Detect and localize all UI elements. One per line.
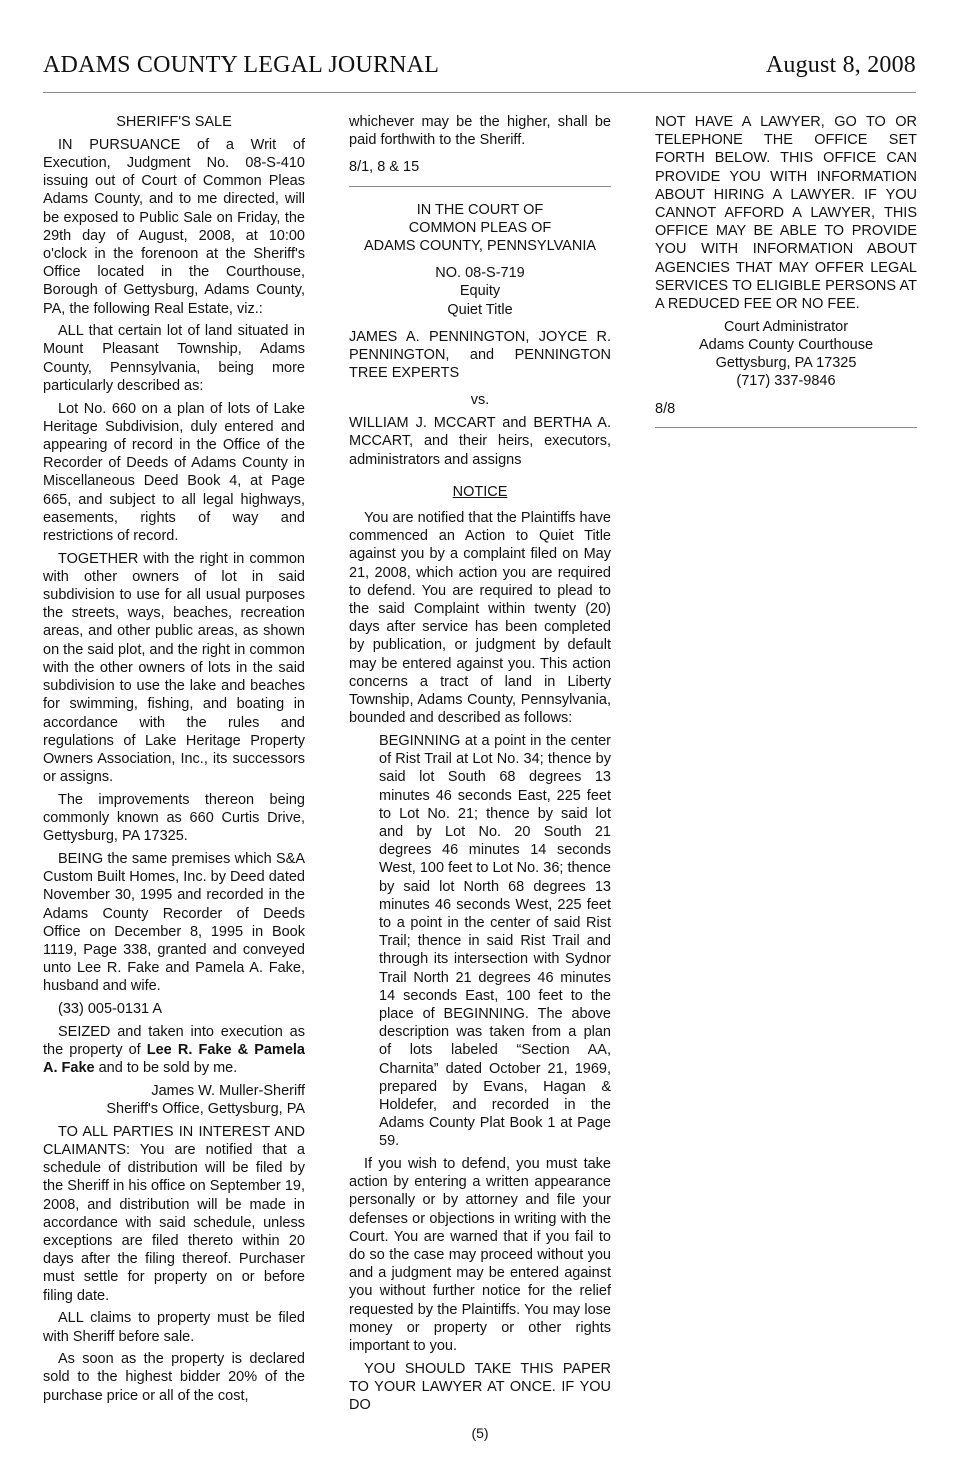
seized-paragraph [43,1023,305,1078]
seized-text: SEIZED and taken into execution as the property of [43,1023,305,1058]
parcel-number: (33) 005-0131 A [58,1001,162,1018]
paragraph: whichever may be the higher, shall be paid forthwith to the Sheriff. [349,114,611,149]
publication-dates: 8/1, 8 & 15 [349,159,420,176]
paragraph: The improvements thereon being commonly known as 660 Curtis Drive, Gettysburg, PA 17325. [43,791,305,845]
paragraph: IN PURSUANCE of a Writ of Execution, Judgment No. 08-S-410 issuing out of Court of Common Pleas Adams County, and to me directed, will be exposed to Public Sale on Friday, the 29th day of August, 2008, at 10:00 o'clock in the forenoon at the Sheriff's Office located in the Courthouse, Borough of Gettysburg, Adams County, PA, the following Real Estate, viz.: [43,136,305,317]
notice-heading [349,483,611,501]
paragraph: If you wish to defend, you must take action by entering a written appearance personally or by attorney and file your defenses or objections in writing with the Court. You are warned that if you fail to do so the case may proceed without you and a judgment may be entered against you without further notice for the relief requested by the Plaintiffs. You may lose money or property or other rights important to you. [349,1156,611,1355]
case-number: NO. 08-S-719 [435,265,525,282]
property-description: BEGINNING at a point in the center of Rist Trail at Lot No. 34; thence by said lot South 68 degrees 13 minutes 46 seconds East, 225 feet to Lot No. 21; thence by said lot and by Lot No. 20 South 21 degrees 46 minutes 14 seconds West, 100 feet to Lot No. 36; thence by said lot North 68 degrees 13 minutes 46 seconds West, 225 feet to a point in the center of said Rist Trail; thence in said Rist Trail and through its intersection with Sydnor Trail North 21 degrees 46 minutes 14 seconds East, 100 feet to the place of BEGINNING. The above description was taken from a plan of lots labeled “Section AA, Charnita” dated October 21, 1969, prepared by Evans, Hagan & Holdefer, and recorded in the Adams County Plat Book 1 at Page 59. [379,732,611,1150]
court-line-1: IN THE COURT OF [416,201,544,218]
publication-date: 8/8 [655,400,676,417]
column-3-notice-continued [655,113,917,442]
masthead [43,52,916,93]
case-type-2: Quiet Title [447,301,513,318]
plaintiffs: JAMES A. PENNINGTON, JOYCE R. PENNINGTON, and PENNINGTON TREE EXPERTS [349,328,611,382]
paragraph: TO ALL PARTIES IN INTEREST AND CLAIMANTS: You are notified that a schedule of distribution will be filed by the Sheriff in his office on September 19, 2008, and distribution will be made in accordance with said schedule, unless exceptions are filed thereto within 20 days after the filing thereof. Purchaser must settle for property on or before filing date. [43,1123,305,1304]
address-line-3: Gettysburg, PA 17325 [715,355,857,372]
defendants: WILLIAM J. MCCART and BERTHA A. MCCART, and their heirs, executors, administrators and assigns [349,415,611,468]
divider [655,427,917,428]
paragraph: Lot No. 660 on a plan of lots of Lake Heritage Subdivision, duly entered and appearing of record in the Office of the Recorder of Deeds of Adams County in Miscellaneous Deed Book 4, at Page 665, and subject to all legal highways, easements, rights of way and restrictions of record. [43,400,305,544]
seized-text-end: and to be sold by me. [94,1060,238,1077]
address-line-1: Court Administrator [723,318,849,335]
column-1-sheriffs-sale [43,113,305,1409]
sheriff-signature: James W. Muller-Sheriff [151,1082,305,1099]
court-line-2: COMMON PLEAS OF [408,219,552,236]
notice-heading-text: NOTICE [452,483,508,500]
paragraph: As soon as the property is declared sold to the highest bidder 20% of the purchase price or all of the cost, [43,1351,305,1404]
column-2-quiet-title [349,113,611,1419]
paragraph: TOGETHER with the right in common with other owners of lot in said subdivision to use for all usual purposes the streets, ways, beaches, recreation areas, and other public areas, as shown on the said plot, and the right in common with the other owners of lots in the said subdivision to use the lake and beaches for swimming, fishing, and boating in accordance with the rules and regulations of Lake Heritage Property Owners Association, Inc., its successors or assigns. [43,550,305,786]
address-line-4: (717) 337-9846 [736,373,836,390]
court-line-3: ADAMS COUNTY, PENNSYLVANIA [363,238,597,255]
sheriffs-sale-heading: SHERIFF'S SALE [116,114,232,130]
paragraph: YOU SHOULD TAKE THIS PAPER TO YOUR LAWYER AT ONCE. IF YOU DO [349,1360,611,1414]
paragraph: ALL claims to property must be filed with Sheriff before sale. [43,1310,305,1345]
paragraph: NOT HAVE A LAWYER, GO TO OR TELEPHONE THE OFFICE SET FORTH BELOW. THIS OFFICE CAN PROVIDE YOU WITH INFORMATION ABOUT HIRING A LAWYER. IF YOU CANNOT AFFORD A LAWYER, THIS OFFICE MAY BE ABLE TO PROVIDE YOU WITH INFORMATION ABOUT AGENCIES THAT MAY OFFER LEGAL SERVICES TO ELIGIBLE PERSONS AT A REDUCED FEE OR NO FEE. [655,114,917,313]
defendant-names: Lee R. Fake & Pamela A. Fake [43,1041,305,1077]
versus: vs. [470,392,490,409]
address-line-2: Adams County Courthouse [698,336,874,353]
issue-date: August 8, 2008 [765,52,916,78]
divider [349,186,611,187]
paragraph: BEING the same premises which S&A Custom Built Homes, Inc. by Deed dated November 30, 1995 and recorded in the Adams County Recorder of Deeds Office on December 8, 1995 in Book 1119, Page 338, granted and conveyed unto Lee R. Fake and Pamela A. Fake, husband and wife. [43,850,305,995]
paragraph: ALL that certain lot of land situated in Mount Pleasant Township, Adams County, Pennsylvania, being more particularly described as: [43,323,305,394]
paragraph: You are notified that the Plaintiffs have commenced an Action to Quiet Title against you by a complaint filed on May 21, 2008, which action you are required to defend. You are required to plead to the said Complaint within twenty (20) days after service has been completed by publication, or judgment by default may be entered against you. This action concerns a tract of land in Liberty Township, Adams County, Pennsylvania, bounded and described as follows: [349,509,611,727]
case-type-1: Equity [459,283,501,300]
journal-title: ADAMS COUNTY LEGAL JOURNAL [43,52,440,78]
sheriff-office: Sheriff's Office, Gettysburg, PA [106,1101,305,1118]
page-number: (5) [471,1425,489,1441]
